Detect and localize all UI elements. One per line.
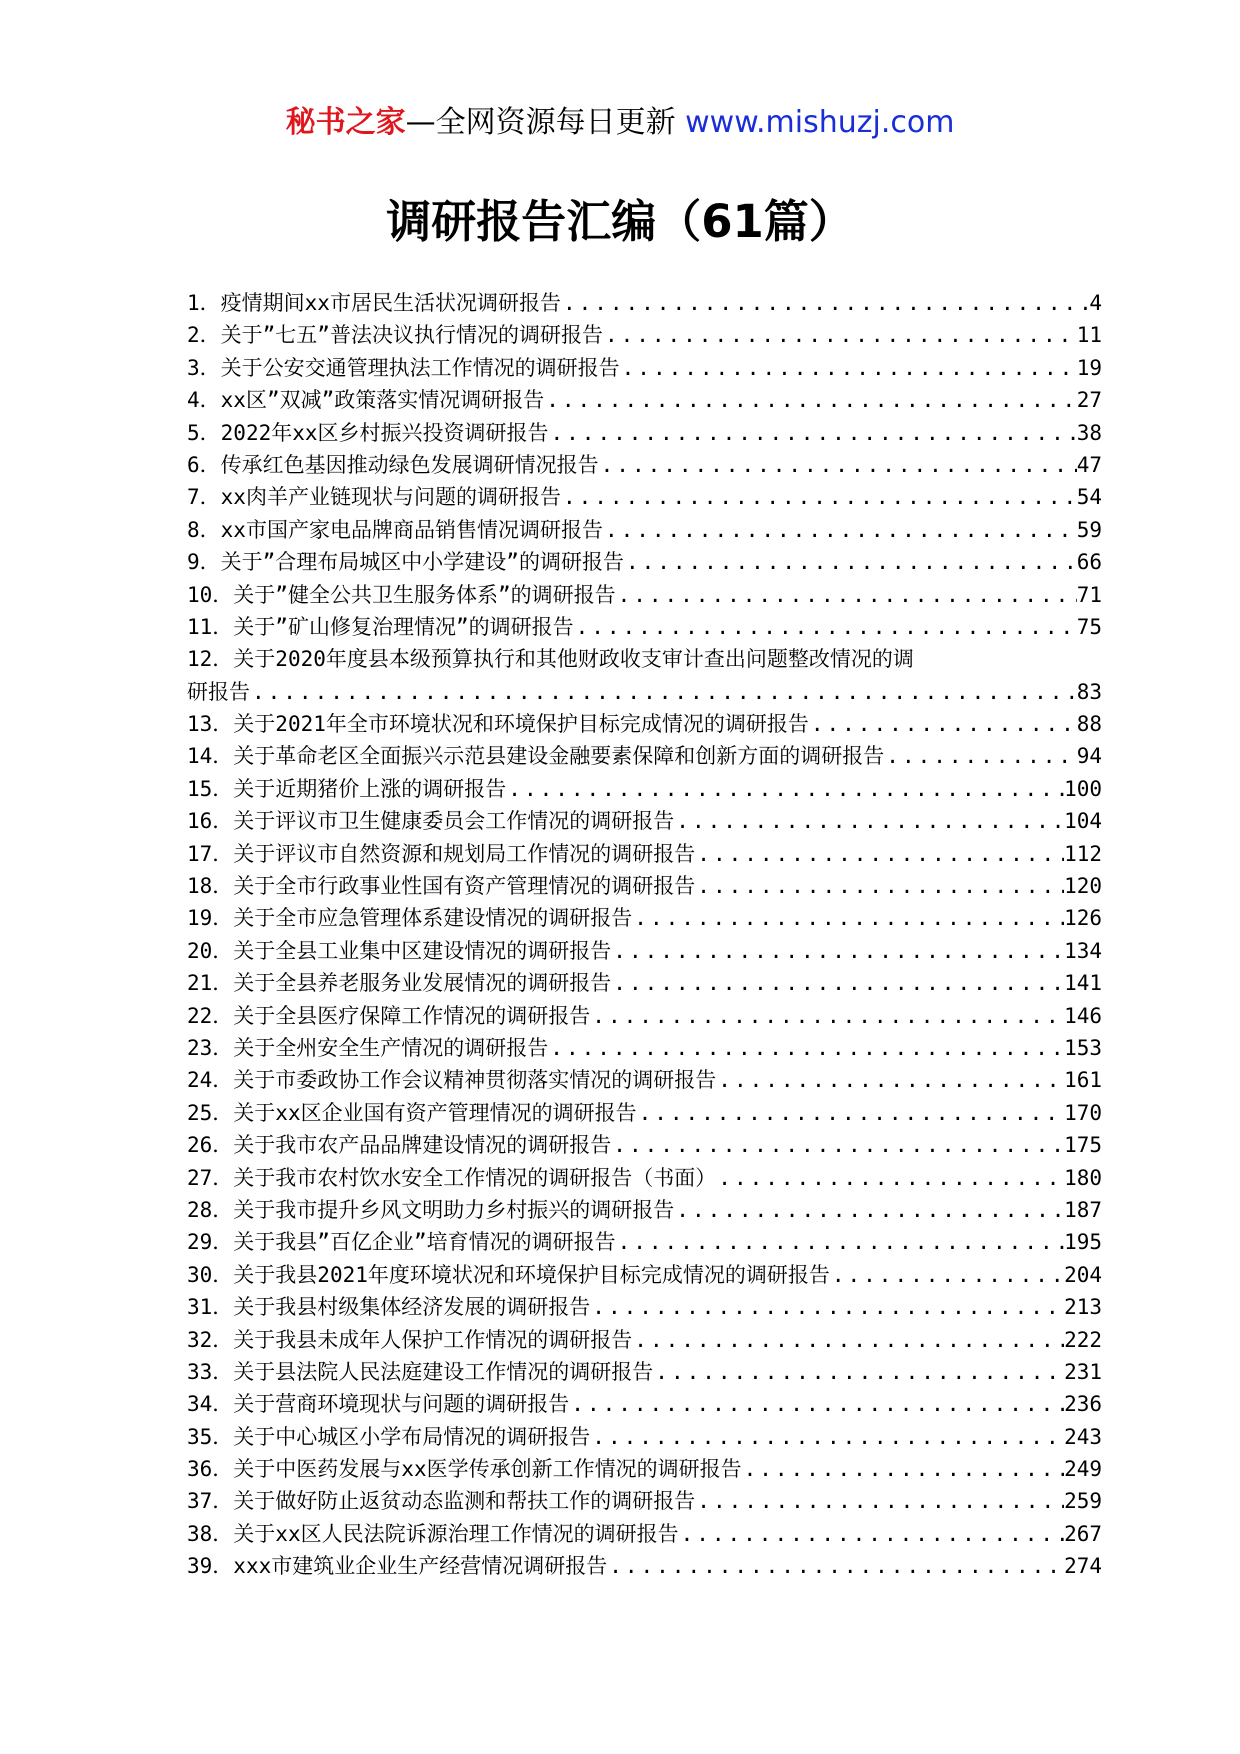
toc-entry[interactable] [187, 579, 1102, 611]
header-tagline: —全网资源每日更新 [405, 105, 686, 140]
toc-page-number: 134 [1064, 938, 1102, 963]
toc-page-number: 71 [1076, 582, 1102, 607]
toc-entry-text: 关于评议市自然资源和规划局工作情况的调研报告 [233, 841, 696, 866]
toc-entry-title [187, 1388, 569, 1420]
toc-entry-text: 关于我市提升乡风文明助力乡村振兴的调研报告 [233, 1197, 675, 1222]
toc-page-number: 236 [1064, 1392, 1102, 1417]
toc-page-number: 141 [1064, 971, 1102, 996]
toc-entry-title [187, 384, 544, 416]
toc-entry[interactable] [187, 805, 1102, 837]
toc-entry[interactable] [187, 1453, 1102, 1485]
toc-entry-number: 25． [187, 1100, 234, 1125]
toc-entry-number: 35． [187, 1424, 234, 1449]
toc-entry[interactable] [187, 417, 1102, 449]
toc-entry-number: 3． [187, 355, 221, 380]
dot-leader [574, 611, 1077, 643]
toc-entry-title [187, 1291, 590, 1323]
toc-entry[interactable] [187, 514, 1102, 546]
toc-entry-title [187, 579, 616, 611]
toc-entry-number: 15． [187, 776, 234, 801]
toc-entry[interactable] [187, 773, 1102, 805]
dot-leader [884, 740, 1076, 772]
toc-entry-text: 关于我县”百亿企业”培育情况的调研报告 [233, 1230, 616, 1255]
toc-entry-number: 38． [187, 1521, 234, 1546]
toc-entry-number: 12． [187, 647, 234, 672]
toc-entry[interactable] [187, 838, 1102, 870]
toc-entry-number: 24． [187, 1068, 234, 1093]
toc-entry-number: 9． [187, 550, 221, 575]
toc-entry[interactable] [187, 1421, 1102, 1453]
site-url-link[interactable]: www.mishuzj.com [685, 105, 955, 140]
toc-entry-title [187, 740, 884, 772]
toc-entry-title [187, 352, 620, 384]
dot-leader [716, 1162, 1064, 1194]
toc-entry-title [187, 1226, 616, 1258]
toc-entry-number: 32． [187, 1327, 234, 1352]
toc-entry-title [187, 1097, 637, 1129]
toc-entry-title [187, 902, 632, 934]
toc-entry-text: 关于2021年全市环境状况和环境保护目标完成情况的调研报告 [233, 712, 809, 737]
toc-entry-title [187, 319, 603, 351]
toc-page-number: 83 [1076, 679, 1102, 704]
toc-entry[interactable] [187, 1032, 1102, 1064]
dot-leader [679, 1518, 1064, 1550]
toc-entry-text: 关于xx区人民法院诉源治理工作情况的调研报告 [233, 1521, 679, 1546]
toc-entry-text: 关于我县村级集体经济发展的调研报告 [233, 1295, 591, 1320]
toc-entry[interactable] [187, 319, 1102, 351]
toc-page-number: 88 [1076, 712, 1102, 737]
dot-leader [603, 514, 1077, 546]
toc-entry-number: 19． [187, 906, 234, 931]
dot-leader [250, 676, 1077, 708]
toc-entry-text: 关于全县工业集中区建设情况的调研报告 [233, 938, 612, 963]
dot-leader [632, 1324, 1064, 1356]
toc-entry[interactable] [187, 352, 1102, 384]
toc-entry-text: 关于”七五”普法决议执行情况的调研报告 [220, 323, 603, 348]
toc-entry[interactable] [187, 935, 1102, 967]
toc-page-number: 153 [1064, 1036, 1102, 1060]
toc-entry[interactable] [187, 1064, 1102, 1096]
toc-entry[interactable] [187, 1162, 1102, 1194]
toc-entry-title [187, 1453, 742, 1485]
toc-entry-text: 关于”合理布局城区中小学建设”的调研报告 [220, 550, 624, 575]
toc-page-number: 66 [1076, 550, 1102, 575]
toc-entry[interactable] [187, 1259, 1102, 1291]
dot-leader [611, 1129, 1064, 1161]
toc-entry[interactable] [187, 287, 1102, 319]
brand-name: 秘书之家 [285, 105, 406, 140]
dot-leader [674, 1194, 1064, 1226]
dot-leader [716, 1064, 1064, 1096]
site-header [0, 100, 1240, 146]
toc-entry-text: 关于”健全公共卫生服务体系”的调研报告 [233, 582, 616, 607]
toc-page-number: 112 [1064, 841, 1102, 866]
toc-entry-number: 2． [187, 323, 221, 348]
toc-entry[interactable] [187, 1000, 1102, 1032]
toc-entry[interactable] [187, 1518, 1102, 1550]
toc-page-number: 249 [1064, 1457, 1102, 1482]
dot-leader [611, 967, 1064, 999]
toc-entry-text: 关于全市行政事业性国有资产管理情况的调研报告 [233, 874, 696, 899]
toc-entry-number: 17． [187, 841, 234, 866]
toc-entry[interactable] [187, 1485, 1102, 1517]
toc-entry-number: 39． [187, 1554, 234, 1579]
toc-entry-text: 关于全县医疗保障工作情况的调研报告 [233, 1003, 591, 1028]
toc-entry-text: xx市国产家电品牌商品销售情况调研报告 [220, 517, 603, 542]
toc-entry[interactable] [187, 1550, 1102, 1582]
toc-entry-number: 13． [187, 712, 234, 737]
toc-page-number: 204 [1064, 1262, 1102, 1287]
toc-entry-title [187, 967, 611, 999]
toc-page-number: 94 [1076, 744, 1102, 769]
dot-leader [590, 1291, 1064, 1323]
toc-entry-text: 关于公安交通管理执法工作情况的调研报告 [220, 355, 620, 380]
toc-page-number: 126 [1064, 906, 1102, 931]
dot-leader [561, 481, 1077, 513]
toc-entry-text: xx区”双减”政策落实情况调研报告 [220, 388, 545, 413]
toc-entry-title [187, 1324, 632, 1356]
toc-entry-text: 关于近期猪价上涨的调研报告 [233, 776, 507, 801]
dot-leader [742, 1453, 1064, 1485]
toc-entry-text: 关于革命老区全面振兴示范县建设金融要素保障和创新方面的调研报告 [233, 744, 885, 769]
dot-leader [653, 1356, 1064, 1388]
dot-leader [549, 417, 1077, 449]
toc-entry-title [187, 1259, 830, 1291]
toc-entry-text: 关于我县未成年人保护工作情况的调研报告 [233, 1327, 633, 1352]
toc-entry-title [187, 1162, 716, 1194]
toc-entry[interactable] [187, 1226, 1102, 1258]
dot-leader [544, 384, 1076, 416]
toc-entry-title [187, 449, 599, 481]
toc-entry-title [187, 1356, 653, 1388]
toc-entry-title [187, 870, 695, 902]
toc-entry-text: xxx市建筑业企业生产经营情况调研报告 [233, 1554, 608, 1579]
toc-entry-text: 关于市委政协工作会议精神贯彻落实情况的调研报告 [233, 1068, 717, 1093]
toc-entry-text: 关于xx区企业国有资产管理情况的调研报告 [233, 1100, 637, 1125]
dot-leader [603, 319, 1077, 351]
toc-page-number: 54 [1076, 485, 1102, 510]
toc-entry-number: 16． [187, 809, 234, 834]
toc-page-number: 259 [1064, 1489, 1102, 1514]
toc-page-number: 222 [1064, 1327, 1102, 1352]
dot-leader [616, 1226, 1064, 1258]
toc-entry-number: 27． [187, 1165, 234, 1190]
toc-entry[interactable] [187, 611, 1102, 643]
toc-entry-number: 33． [187, 1359, 234, 1384]
toc-page-number: 146 [1064, 1003, 1102, 1028]
toc-page-number: 59 [1076, 517, 1102, 542]
toc-entry-title [187, 1032, 548, 1064]
toc-entry-title [187, 935, 611, 967]
toc-entry[interactable] [187, 1356, 1102, 1388]
dot-leader [637, 1097, 1064, 1129]
toc-entry-text: 关于2020年度县本级预算执行和其他财政收支审计查出问题整改情况的调 [233, 647, 914, 672]
dot-leader [506, 773, 1064, 805]
toc-entry-number: 20． [187, 938, 234, 963]
toc-page-number: 75 [1076, 614, 1102, 639]
toc-entry-title [187, 805, 674, 837]
toc-entry-title [187, 1064, 716, 1096]
toc-page-number: 38 [1076, 420, 1102, 445]
toc-entry-text: xx肉羊产业链现状与问题的调研报告 [220, 485, 561, 510]
toc-entry-number: 31． [187, 1295, 234, 1320]
toc-entry-title [187, 643, 1102, 675]
toc-entry[interactable] [187, 1129, 1102, 1161]
toc-entry-number: 1． [187, 291, 221, 315]
dot-leader [616, 579, 1077, 611]
dot-leader [607, 1550, 1064, 1582]
toc-entry-title [187, 1194, 674, 1226]
toc-entry-number: 10． [187, 582, 234, 607]
toc-entry-title [187, 611, 574, 643]
toc-entry-number: 7． [187, 485, 221, 510]
toc-page-number: 120 [1064, 874, 1102, 899]
toc-entry-title [187, 546, 624, 578]
toc-entry-title [187, 514, 603, 546]
toc-entry[interactable] [187, 967, 1102, 999]
toc-entry-number: 22． [187, 1003, 234, 1028]
toc-entry-title [187, 838, 695, 870]
dot-leader [830, 1259, 1064, 1291]
toc-entry-number: 18． [187, 874, 234, 899]
toc-entry-text: 关于全县养老服务业发展情况的调研报告 [233, 971, 612, 996]
dot-leader [548, 1032, 1064, 1064]
toc-entry[interactable] [187, 643, 1102, 708]
toc-entry-text: 关于”矿山修复治理情况”的调研报告 [233, 614, 574, 639]
toc-entry-number: 36． [187, 1457, 234, 1482]
toc-entry-number: 8． [187, 517, 221, 542]
toc-page-number: 231 [1064, 1359, 1102, 1384]
toc-entry-number: 6． [187, 452, 221, 477]
toc-entry-text: 疫情期间xx市居民生活状况调研报告 [220, 291, 561, 315]
toc-entry-text: 关于评议市卫生健康委员会工作情况的调研报告 [233, 809, 675, 834]
toc-entry[interactable] [187, 1194, 1102, 1226]
toc-entry-number: 21． [187, 971, 234, 996]
toc-entry-text: 2022年xx区乡村振兴投资调研报告 [220, 420, 549, 445]
toc-entry-title [187, 1485, 695, 1517]
toc-entry[interactable] [187, 870, 1102, 902]
dot-leader [569, 1388, 1064, 1420]
dot-leader [809, 708, 1077, 740]
dot-leader [632, 902, 1064, 934]
dot-leader [611, 935, 1064, 967]
toc-entry-title [187, 417, 549, 449]
toc-entry-title [187, 1421, 590, 1453]
toc-entry-text: 关于全市应急管理体系建设情况的调研报告 [233, 906, 633, 931]
toc-entry-text: 关于做好防止返贫动态监测和帮扶工作的调研报告 [233, 1489, 696, 1514]
toc-page-number: 213 [1064, 1295, 1102, 1320]
toc-page-number: 27 [1076, 388, 1102, 413]
toc-entry[interactable] [187, 740, 1102, 772]
toc-entry-number: 30． [187, 1262, 234, 1287]
toc-entry[interactable] [187, 1097, 1102, 1129]
toc-page-number: 104 [1064, 809, 1102, 834]
dot-leader [674, 805, 1064, 837]
toc-entry[interactable] [187, 481, 1102, 513]
dot-leader [695, 1485, 1064, 1517]
toc-entry-text: 传承红色基因推动绿色发展调研情况报告 [220, 452, 599, 477]
table-of-contents [187, 287, 1102, 1583]
toc-page-number: 187 [1064, 1197, 1102, 1222]
toc-entry-text: 关于我县2021年度环境状况和环境保护目标完成情况的调研报告 [233, 1262, 830, 1287]
toc-entry-number: 29． [187, 1230, 234, 1255]
toc-page-number: 175 [1064, 1133, 1102, 1158]
dot-leader [590, 1000, 1064, 1032]
toc-entry[interactable] [187, 546, 1102, 578]
toc-page-number: 180 [1064, 1165, 1102, 1190]
toc-entry[interactable] [187, 384, 1102, 416]
toc-page-number: 161 [1064, 1068, 1102, 1093]
toc-entry-number: 4． [187, 388, 221, 413]
toc-entry-title [187, 1000, 590, 1032]
toc-page-number: 47 [1076, 452, 1102, 477]
toc-page-number: 100 [1064, 776, 1102, 801]
toc-entry[interactable] [187, 902, 1102, 934]
toc-page-number: 170 [1064, 1100, 1102, 1125]
toc-entry-title [187, 1550, 607, 1582]
toc-entry[interactable] [187, 449, 1102, 481]
dot-leader [695, 838, 1064, 870]
toc-entry-text: 关于营商环境现状与问题的调研报告 [233, 1392, 570, 1417]
toc-entry-number: 14． [187, 744, 234, 769]
toc-entry-text: 关于我市农产品品牌建设情况的调研报告 [233, 1133, 612, 1158]
toc-page-number: 19 [1076, 355, 1102, 380]
toc-entry-title [187, 1129, 611, 1161]
toc-entry[interactable] [187, 708, 1102, 740]
toc-entry-number: 5． [187, 420, 221, 445]
toc-entry-title [187, 287, 561, 319]
toc-entry-title [187, 481, 561, 513]
toc-entry-number: 11． [187, 614, 234, 639]
dot-leader [561, 287, 1089, 319]
toc-page-number: 11 [1076, 323, 1102, 348]
toc-entry[interactable] [187, 1291, 1102, 1323]
dot-leader [620, 352, 1077, 384]
document-title: 调研报告汇编（61篇） [386, 195, 854, 248]
toc-entry-title [187, 773, 506, 805]
toc-page-number: 4 [1089, 291, 1102, 315]
toc-entry-number: 26． [187, 1133, 234, 1158]
toc-entry-text-continued: 研报告 [187, 679, 250, 704]
toc-entry-text: 关于全州安全生产情况的调研报告 [233, 1036, 549, 1060]
toc-entry-title [187, 708, 809, 740]
toc-entry-number: 34． [187, 1392, 234, 1417]
toc-entry-text: 关于中医药发展与xx医学传承创新工作情况的调研报告 [233, 1457, 742, 1482]
dot-leader [695, 870, 1064, 902]
toc-entry-text: 关于我市农村饮水安全工作情况的调研报告（书面） [233, 1165, 717, 1190]
toc-page-number: 267 [1064, 1521, 1102, 1546]
toc-page-number: 195 [1064, 1230, 1102, 1255]
toc-entry-text: 关于中心城区小学布局情况的调研报告 [233, 1424, 591, 1449]
toc-entry-number: 37． [187, 1489, 234, 1514]
toc-entry-title [187, 1518, 679, 1550]
dot-leader [599, 449, 1077, 481]
toc-entry[interactable] [187, 1324, 1102, 1356]
toc-entry[interactable] [187, 1388, 1102, 1420]
toc-page-number: 274 [1064, 1554, 1102, 1579]
toc-entry-number: 23． [187, 1036, 234, 1060]
toc-entry-text: 关于县法院人民法庭建设工作情况的调研报告 [233, 1359, 654, 1384]
toc-page-number: 243 [1064, 1424, 1102, 1449]
toc-entry-number: 28． [187, 1197, 234, 1222]
dot-leader [590, 1421, 1064, 1453]
dot-leader [624, 546, 1077, 578]
